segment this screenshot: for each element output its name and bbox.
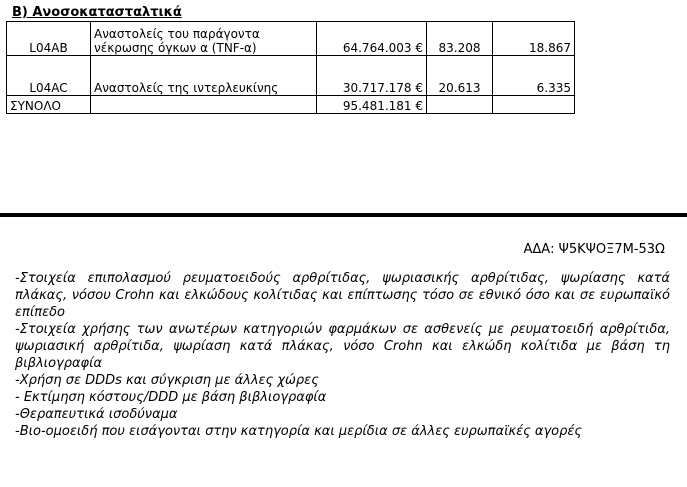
description-line: νέκρωσης όγκων α (TNF-α) — [94, 41, 257, 55]
drug-cost-table — [6, 21, 575, 114]
page-divider — [0, 213, 687, 217]
total-label: ΣΥΝΟΛΟ — [7, 96, 91, 114]
section-title: B) Ανοσοκατασταλτικά — [12, 5, 182, 20]
list-item: - Εκτίμηση κόστους/DDD με βάση βιβλιογραφία — [15, 390, 327, 405]
table-row-total — [7, 96, 575, 114]
description-line: Αναστολείς του παράγοντα — [94, 27, 260, 41]
atc-code: L04AC — [7, 56, 91, 96]
value-cell: 20.613 — [427, 56, 493, 96]
empty-cell — [91, 96, 317, 114]
ada-code: ΑΔΑ: Ψ5ΚΨΟΞ7Μ-53Ω — [523, 242, 665, 257]
requirements-list — [15, 270, 670, 440]
total-amount: 95.481.181 € — [317, 96, 427, 114]
drug-class-description: Αναστολείς της ιντερλευκίνης — [91, 56, 317, 96]
amount-cell: 30.717.178 € — [317, 56, 427, 96]
amount-cell: 64.764.003 € — [317, 22, 427, 56]
empty-cell — [493, 96, 575, 114]
list-item: -Στοιχεία χρήσης των ανωτέρων κατηγοριών φαρμάκων σε ασθενείς με ρευματοειδή αρθρίτιδα, ψωριασική αρθρίτιδα, ψωρίαση κατά πλάκας, νόσο Crohn και ελκώδη κολίτιδα με βάση τη βιβλιογραφία — [15, 322, 670, 371]
list-item: -Βιο-ομοειδή που εισάγονται στην κατηγορία και μερίδια σε άλλες ευρωπαϊκές αγορές — [15, 424, 583, 439]
list-item: -Χρήση σε DDDs και σύγκριση με άλλες χώρες — [15, 373, 319, 388]
table-row — [7, 56, 575, 96]
list-item: -Στοιχεία επιπολασμού ρευματοειδούς αρθρίτιδας, ψωριασικής αρθρίτιδας, ψωρίασης κατά πλάκας, νόσου Crohn και ελκώδους κολίτιδας και επίπτωσης τόσο σε εθνικό όσο και σε ευρωπαϊκό επίπεδο — [15, 271, 670, 320]
value-cell: 18.867 — [493, 22, 575, 56]
value-cell: 6.335 — [493, 56, 575, 96]
atc-code: L04AB — [7, 22, 91, 56]
value-cell: 83.208 — [427, 22, 493, 56]
drug-class-description — [91, 22, 317, 56]
list-item: -Θεραπευτικά ισοδύναμα — [15, 407, 178, 422]
table-row — [7, 22, 575, 56]
empty-cell — [427, 96, 493, 114]
